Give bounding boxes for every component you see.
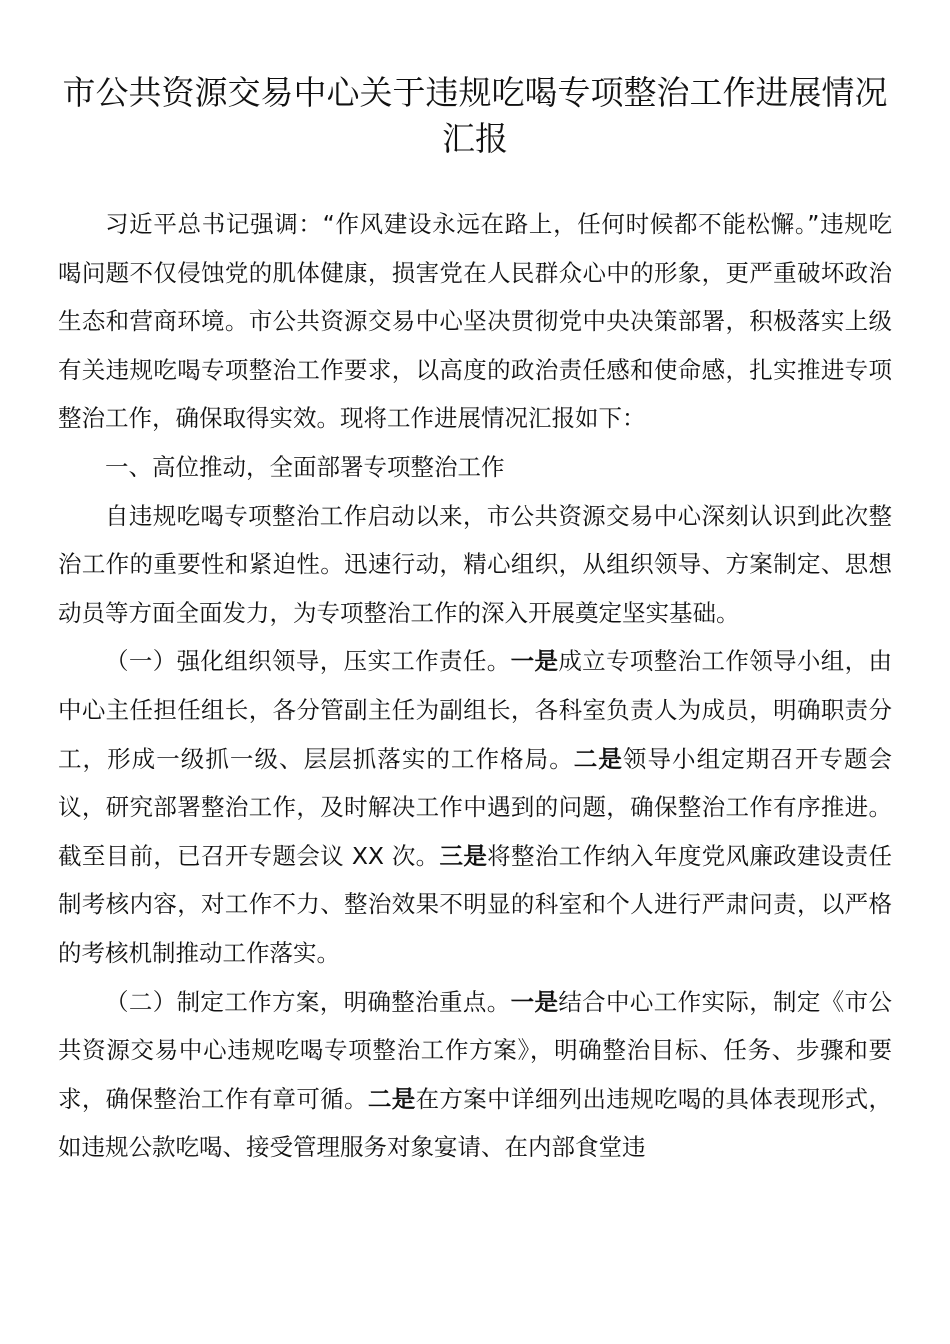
point-3-text: 将整治工作纳入年度党风廉政建设责任制考核内容，对工作不力、整治效果不明显的科室和个人进行严肃问责，以严格的考核机制推动工作落实。 bbox=[58, 841, 893, 967]
point-2-marker: 二是 bbox=[367, 1084, 416, 1113]
point-1-marker: 一是 bbox=[510, 987, 559, 1016]
section-heading-1: 一、高位推动，全面部署专项整治工作 bbox=[105, 452, 505, 481]
point-1-text: 成立专项整治工作领导小组，由中心主任担任组长，各分管副主任为副组长，各科室负责人为成员，明确职责分工，形成一级抓一级、层层抓落实的工作格局。 bbox=[58, 647, 892, 773]
point-2-text: 在方案中详细列出违规吃喝的具体表现形式，如违规公款吃喝、接受管理服务对象宴请、在内部食堂违 bbox=[58, 1084, 893, 1162]
point-1-text: 结合中心工作实际，制定《市公共资源交易中心违规吃喝专项整治工作方案》，明确整治目标、任务、步骤和要求，确保整治工作有章可循。 bbox=[58, 987, 892, 1113]
document-title: 市公共资源交易中心关于违规吃喝专项整治工作进展情况汇报 bbox=[62, 73, 888, 158]
point-3-marker: 三是 bbox=[439, 841, 488, 870]
point-2-marker: 二是 bbox=[573, 744, 623, 773]
section-1-intro-paragraph: 自违规吃喝专项整治工作启动以来，市公共资源交易中心深刻认识到此次整治工作的重要性和紧迫性。迅速行动，精心组织，从组织领导、方案制定、思想动员等方面全面发力，为专项整治工作的深入开展奠定坚实基础。 bbox=[58, 501, 892, 627]
subsection-2-lead: （二）制定工作方案，明确整治重点。 bbox=[105, 987, 511, 1016]
document-page bbox=[58, 0, 892, 1172]
subsection-2-paragraph bbox=[58, 978, 892, 1172]
document-body bbox=[58, 200, 892, 1172]
point-1-marker: 一是 bbox=[510, 647, 559, 676]
subsection-1-lead: （一）强化组织领导，压实工作责任。 bbox=[105, 647, 511, 676]
point-2-text: 领导小组定期召开专题会议，研究部署整治工作，及时解决工作中遇到的问题，确保整治工作有序推进。截至目前，已召开专题会议 XX 次。 bbox=[58, 744, 893, 870]
intro-paragraph: 习近平总书记强调：“作风建设永远在路上，任何时候都不能松懈。”违规吃喝问题不仅侵蚀党的肌体健康，损害党在人民群众心中的形象，更严重破坏政治生态和营商环境。市公共资源交易中心坚决贯彻党中央决策部署，积极落实上级有关违规吃喝专项整治工作要求，以高度的政治责任感和使命感，扎实推进专项整治工作，确保取得实效。现将工作进展情况汇报如下： bbox=[58, 210, 892, 433]
subsection-1-paragraph bbox=[58, 637, 892, 977]
